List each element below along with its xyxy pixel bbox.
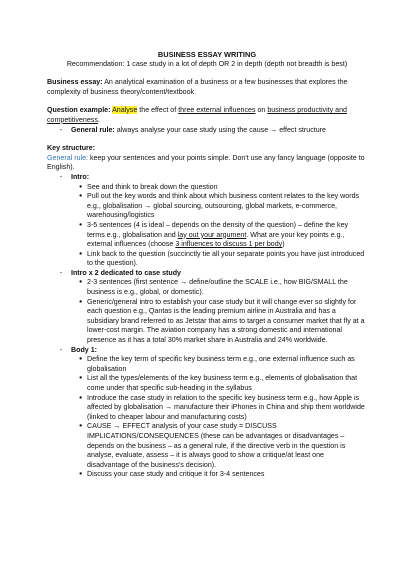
business-essay-label: Business essay:	[47, 78, 103, 87]
intro-x2-bullets	[47, 278, 367, 345]
list-item: ● Pull out the key words and think about which business content relates to the key words e.g., globalisation → global sourcing, outsourcing, global markets, e-commerce, warehousing/logistics	[47, 192, 367, 221]
highlighted-analyse: Analyse	[112, 106, 138, 115]
document-title: BUSINESS ESSAY WRITING	[157, 50, 257, 59]
intro-x2-heading: - Intro x 2 dedicated to case study	[60, 268, 181, 277]
recommendation-line: Recommendation: 1 case study in a lot of depth OR 2 in depth (depth not breadth is best)	[66, 59, 348, 68]
business-essay-paragraph	[47, 78, 367, 97]
list-item: ● CAUSE → EFFECT analysis of your case study = DISCUSS IMPLICATIONS/CONSEQUENCES (these can be advantages or disadvantages – depends on the business – as a general rule, if the directive verb in the question is analyse, evaluate, assess – it is always good to show a critique/at least one disadvantage of the business's decision).	[47, 422, 367, 470]
key-structure-rule-label: General rule:	[47, 153, 89, 162]
list-item: ● 2-3 sentences (first sentence → define/outline the SCALE i.e., how BIG/SMALL the business is e.g., global, or domestic).	[47, 278, 367, 297]
intro-heading: - Intro:	[60, 172, 90, 181]
key-structure-rule-text: keep your sentences and your points simple. Don't use any fancy language (opposite to English).	[47, 153, 365, 172]
business-essay-text: An analytical examination of a business or a few businesses that explores the complexity of business theory/content/textbook.	[47, 78, 348, 96]
intro-bullets	[47, 183, 367, 269]
list-item: ● 3-5 sentences (4 is ideal – depends on the density of the question) – define the key terms e.g., globalisation and lay out your argument. What are your key points e.g., external influences (choose 3 influences to discuss 1 per body)	[47, 221, 367, 250]
key-structure-heading: Key structure:	[47, 144, 96, 153]
question-example-label: Question example:	[47, 106, 111, 115]
underlined-productivity: business productivity and competitiveness	[47, 106, 347, 124]
list-item: ● See and think to break down the question	[47, 183, 367, 193]
list-item: ● Generic/general intro to establish your case study but it will change ever so slightly for each question e.g., Qantas is the leading premium airline in Australia and has a subsidiary brand referred to as Jetstar that aims to target a consumer market that fly at a lower-cost margin. The aviation company has a strong domestic and international presence as it has a total 30% market share in Australia and 24% worldwide.	[47, 298, 367, 346]
list-item: ● Link back to the question (succinctly tie all your separate points you have just introduced to the question).	[47, 250, 367, 269]
question-example-paragraph: Question example: Analyse the effect of three external influences on business productivity and competitiveness.	[47, 106, 347, 124]
body1-heading: - Body 1:	[60, 345, 98, 354]
list-item: ● Define the key term of specific key business term e.g., one external influence such as globalisation	[47, 355, 367, 374]
body1-bullets	[47, 355, 367, 480]
list-item: ● Discuss your case study and critique it for 3-4 sentences	[47, 470, 367, 480]
key-structure-rule	[47, 154, 367, 173]
general-rule-label: General rule:	[71, 125, 115, 134]
list-item: ● Introduce the case study in relation to the specific key business term e.g., how Apple is affected by globalisation → manufacture their iPhones in China and ship them worldwide (linked to cheaper labour and manufacturing costs)	[47, 394, 367, 423]
underlined-influences: three external influences	[178, 106, 256, 115]
general-rule-item	[47, 126, 367, 136]
list-item: ● List all the types/elements of the key business term e.g., elements of globalisation that come under that specific sub-heading in the syllabus	[47, 374, 367, 393]
dash-marker: -	[60, 125, 63, 134]
general-rule-text: always analyse your case study using the cause → effect structure	[114, 125, 326, 134]
